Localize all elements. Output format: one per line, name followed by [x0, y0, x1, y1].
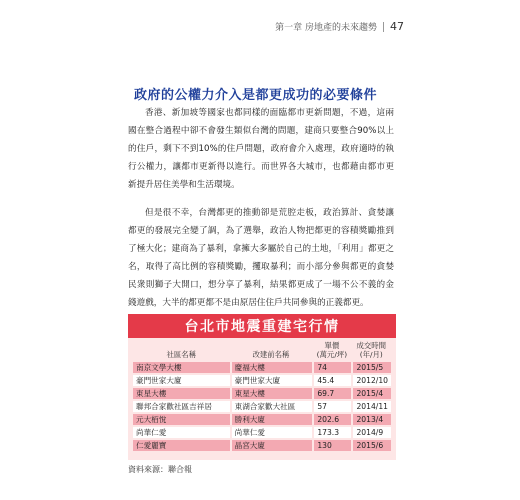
- header-divider: [383, 22, 384, 32]
- table-row: [133, 388, 391, 399]
- table-row: [133, 375, 391, 386]
- cell-price: 57: [312, 401, 351, 412]
- chapter-title: 第一章 房地產的未來趨勢: [275, 23, 377, 33]
- cell-date: 2012/10: [351, 375, 391, 386]
- cell-price: 69.7: [312, 388, 351, 399]
- paragraph-2: 但是很不幸，台灣都更的推動卻是荒腔走板，政治算計、貪婪讓都更的發展完全變了調，為了選舉，政治人物把都更的容積獎勵推到了極大化；建商為了暴利，拿擁大多屬於自己的土地，「利用」都更之名，取得了高比例的容積獎勵，攫取暴利；而小部分參與都更的貪婪民衆則獅子大開口，想分享了暴利，結果都更成了一場不公不義的金錢遊戲，大半的都更都不是由原居住住戶共同參與的正義都更。: [128, 208, 394, 308]
- cell-date: 2015/5: [351, 362, 391, 373]
- cell-date: 2014/9: [351, 427, 391, 438]
- table-row: [133, 401, 391, 412]
- cell-community: 元大栢悅: [136, 415, 167, 424]
- table-row: [133, 362, 391, 373]
- cell-date: 2014/11: [351, 401, 391, 412]
- cell-price: 130: [312, 440, 351, 451]
- cell-new-name: 東星大樓: [230, 388, 313, 399]
- cell-date: 2015/6: [351, 440, 391, 451]
- cell-date: 2013/4: [351, 414, 391, 425]
- header-community: 社區名稱: [166, 350, 197, 359]
- cell-new-name: 勝利大廈: [230, 414, 313, 425]
- paragraph-1: 香港、新加坡等國家也都同樣的面臨都市更新問題，不過，這兩國在整合過程中卻不會發生類似台灣的問題，建商只要整合90%以上的住戶，剩下不到10%的住戶問題，政府會介入處理，政府適時的執行公權力，讓都市更新得以進行。而世界各大城市，也都藉由都市更新提升居住美學和生活環境。: [128, 108, 394, 190]
- cell-community: 聯邦合家歡社區吉祥居: [136, 402, 212, 411]
- table-title: 台北市地震重建宅行情: [128, 314, 396, 338]
- cell-community: 仁愛麗寶: [136, 441, 167, 450]
- header-date: 成交時間 (年/月): [356, 341, 387, 359]
- table-row: [133, 440, 391, 451]
- page-number: 47: [390, 20, 404, 33]
- header-price: 單價 (萬元/坪): [316, 341, 348, 359]
- header-new-name: 改建前名稱: [252, 350, 290, 359]
- cell-price: 173.3: [312, 427, 351, 438]
- cell-price: 74: [312, 362, 351, 373]
- cell-community: 豪門世家大廈: [136, 376, 182, 385]
- cell-new-name: 尚華仁愛: [230, 427, 313, 438]
- cell-price: 45.4: [312, 375, 351, 386]
- cell-price: 202.6: [312, 414, 351, 425]
- table-row: [133, 414, 391, 425]
- source-note: 資料來源：聯合報: [128, 465, 192, 474]
- table-header-row: [133, 340, 391, 360]
- cell-community: 尚華仁愛: [136, 428, 167, 437]
- section-title: 政府的公權力介入是都更成功的必要條件: [134, 88, 378, 103]
- cell-date: 2015/4: [351, 388, 391, 399]
- housing-table-box: [128, 314, 396, 460]
- cell-new-name: 慶福大樓: [230, 362, 313, 373]
- cell-new-name: 豪門世家大廈: [230, 375, 313, 386]
- page-header: [275, 20, 404, 33]
- table-row: [133, 427, 391, 438]
- housing-table: [133, 338, 391, 453]
- cell-new-name: 東湖合家歡大社區: [230, 401, 313, 412]
- cell-community: 東星大樓: [136, 389, 167, 398]
- cell-new-name: 晶宮大廈: [230, 440, 313, 451]
- cell-community: 南京文學大樓: [136, 363, 182, 372]
